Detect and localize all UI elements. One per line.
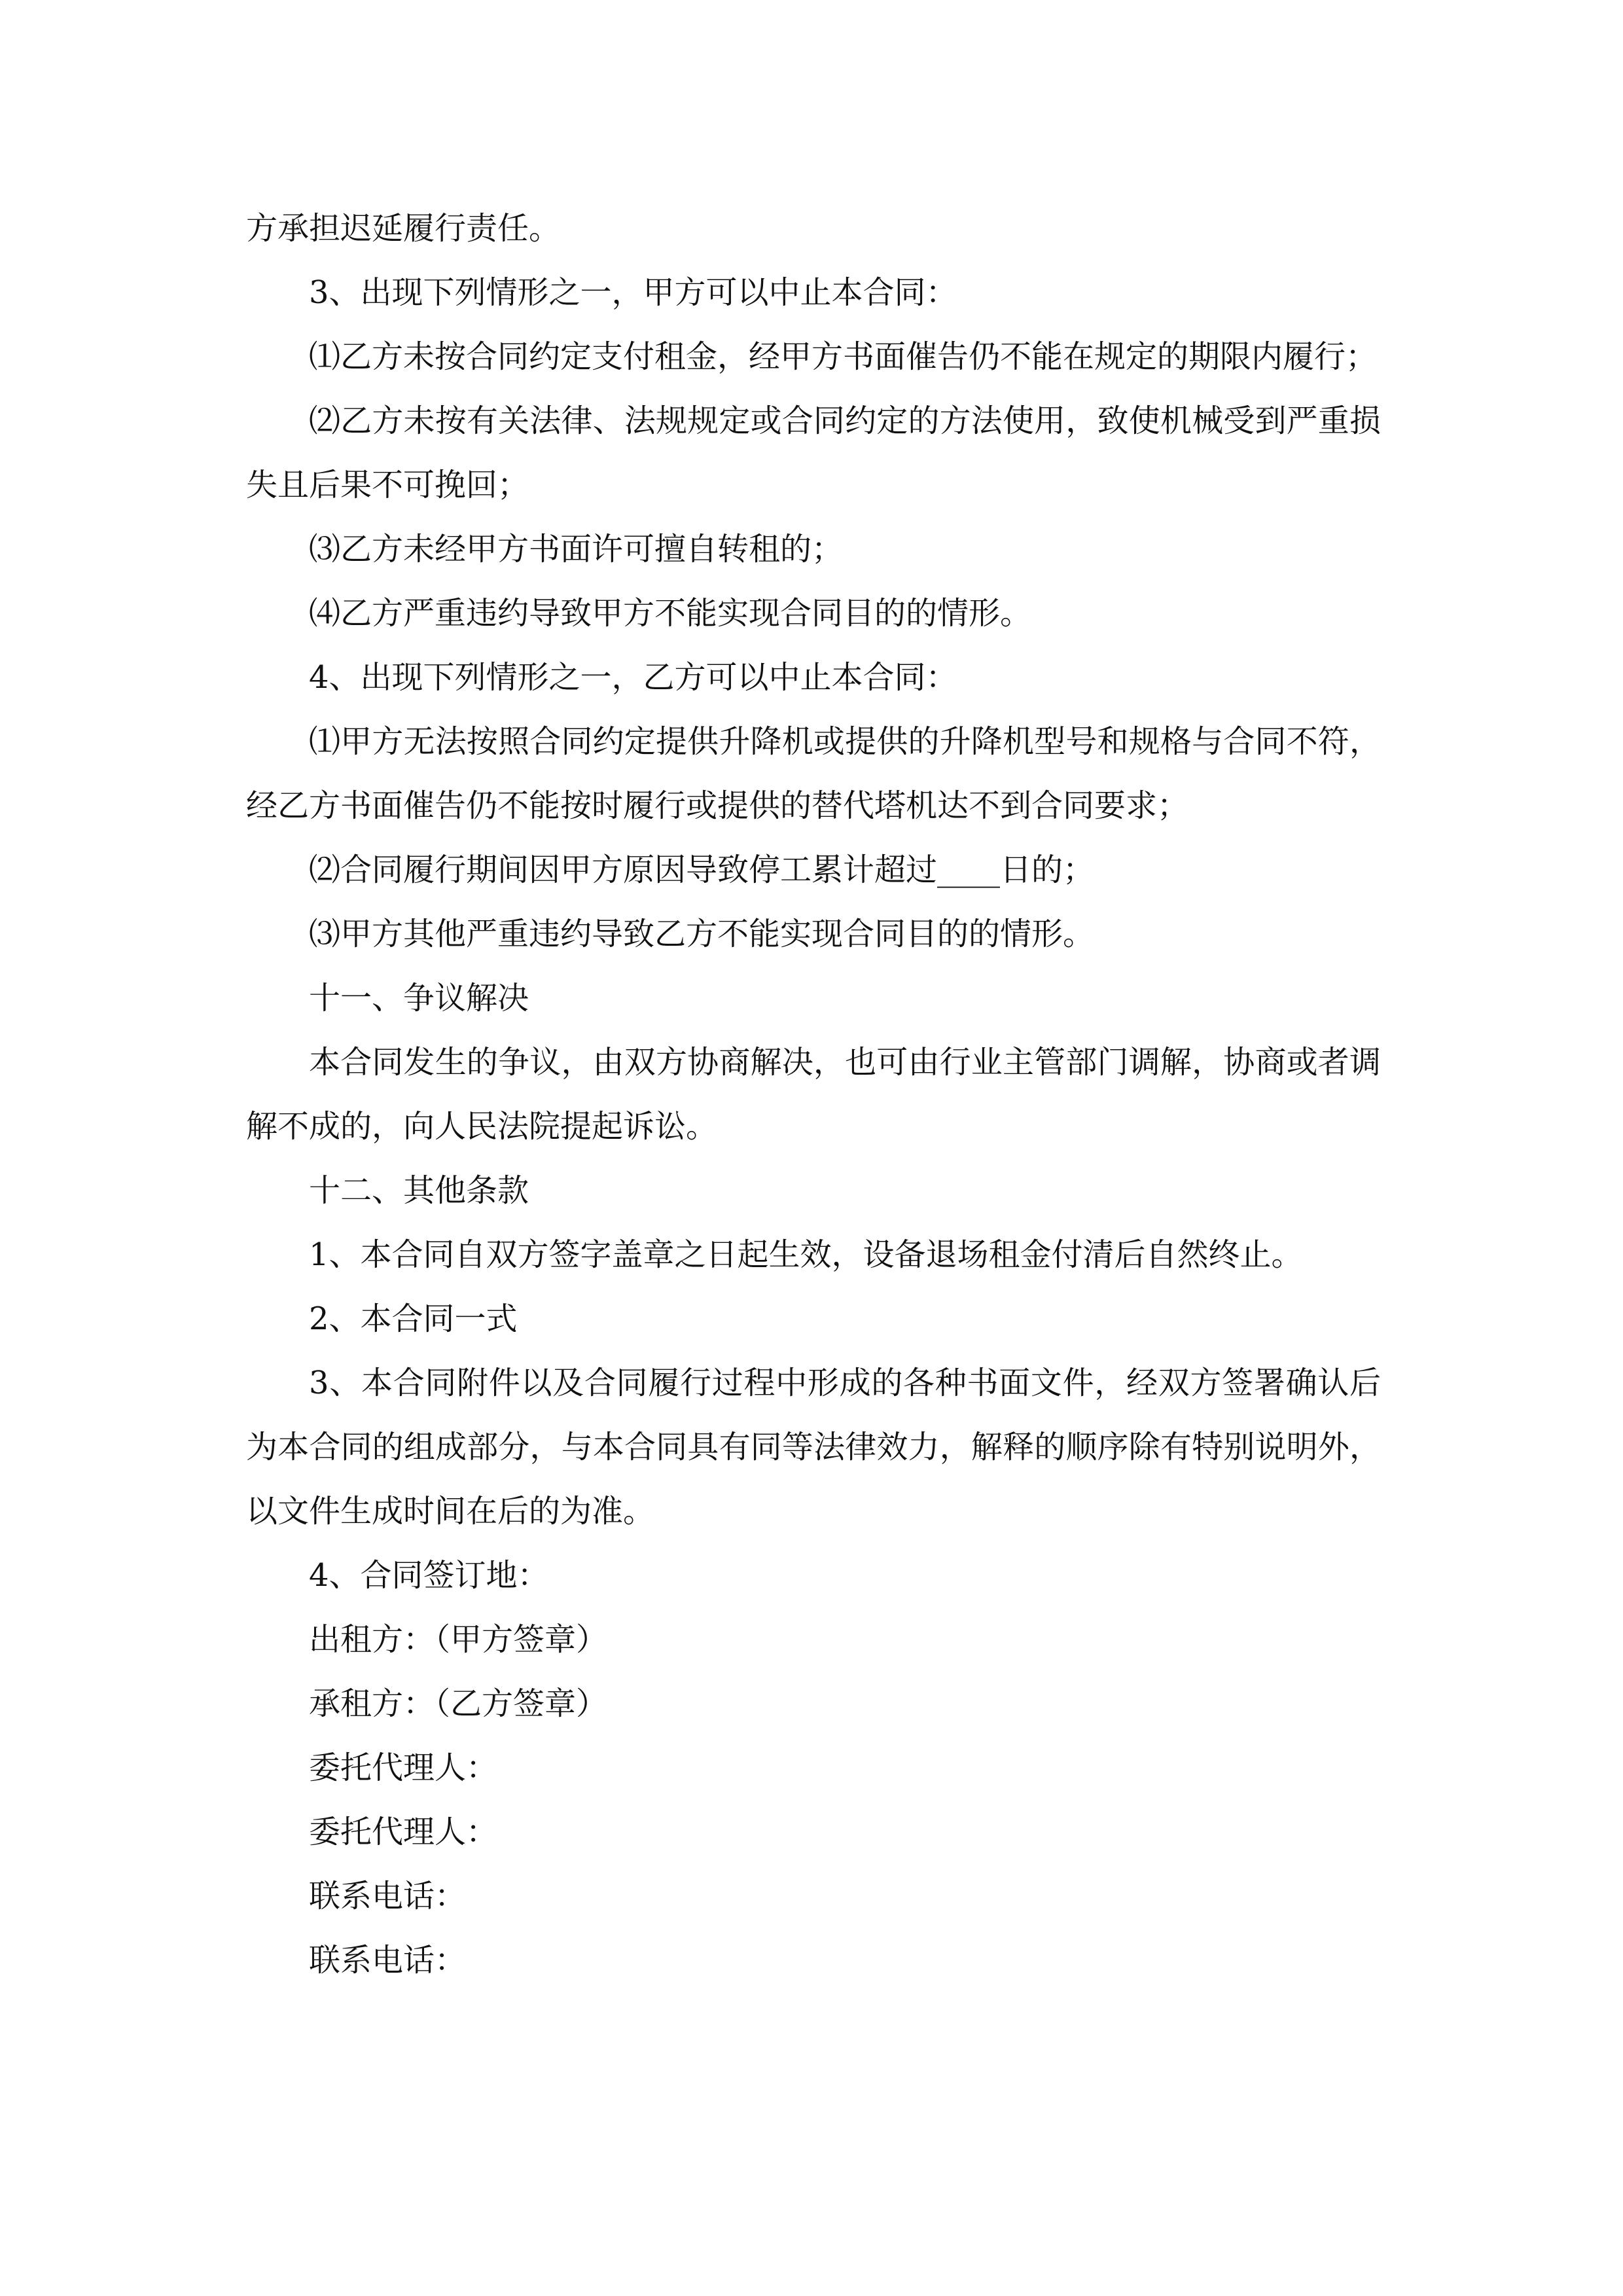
paragraph: 方承担迟延履行责任。 [246, 210, 561, 247]
list-item: ⑵合同履行期间因甲方原因导致停工累计超过____日的； [309, 852, 1095, 888]
paragraph: 本合同发生的争议，由双方协商解决，也可由行业主管部门调解，协商或者调解不成的，向人民法院提起诉讼。 [246, 1044, 1381, 1145]
contact-phone: 联系电话： [309, 1942, 467, 1979]
signature-lessee: 承租方：（乙方签章） [309, 1685, 608, 1722]
section-heading: 十二、其他条款 [309, 1172, 529, 1209]
list-item: ⑶乙方未经甲方书面许可擅自转租的； [309, 531, 844, 567]
clause-heading: 3、出现下列情形之一，甲方可以中止本合同： [309, 274, 957, 311]
clause: 2、本合同一式 [309, 1300, 518, 1337]
signature-agent: 委托代理人： [309, 1749, 498, 1786]
list-item: ⑵乙方未按有关法律、法规规定或合同约定的方法使用，致使机械受到严重损失且后果不可挽回； [246, 403, 1381, 503]
document-body [246, 196, 1381, 1992]
clause: 3、本合同附件以及合同履行过程中形成的各种书面文件，经双方签署确认后为本合同的组成部分，与本合同具有同等法律效力，解释的顺序除有特别说明外，以文件生成时间在后的为准。 [246, 1365, 1381, 1530]
list-item: ⑷乙方严重违约导致甲方不能实现合同目的的情形。 [309, 595, 1032, 632]
contact-phone: 联系电话： [309, 1878, 467, 1914]
signature-lessor: 出租方：（甲方签章） [309, 1621, 608, 1658]
list-item: ⑴乙方未按合同约定支付租金，经甲方书面催告仍不能在规定的期限内履行； [309, 338, 1378, 375]
section-heading: 十一、争议解决 [309, 980, 529, 1016]
list-item: ⑶甲方其他严重违约导致乙方不能实现合同目的的情形。 [309, 916, 1095, 952]
clause: 4、合同签订地： [309, 1557, 549, 1594]
clause: 1、本合同自双方签字盖章之日起生效，设备退场租金付清后自然终止。 [309, 1236, 1303, 1273]
clause-heading: 4、出现下列情形之一，乙方可以中止本合同： [309, 659, 957, 696]
list-item: ⑴甲方无法按照合同约定提供升降机或提供的升降机型号和规格与合同不符，经乙方书面催告仍不能按时履行或提供的替代塔机达不到合同要求； [246, 723, 1381, 824]
signature-agent: 委托代理人： [309, 1814, 498, 1850]
